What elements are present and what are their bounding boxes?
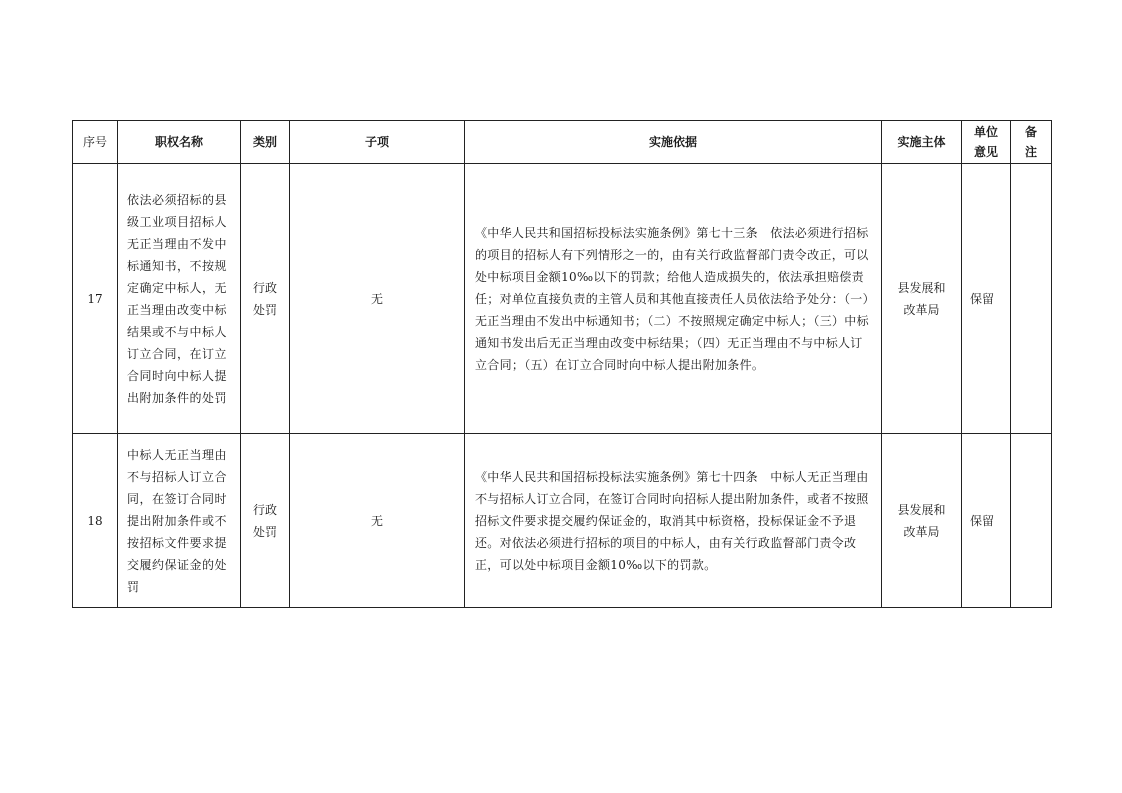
row-subitem: 无 [290,434,465,608]
row-seq: 18 [73,434,118,608]
row-subject: 县发展和改革局 [882,434,962,608]
row-authority-name: 依法必须招标的县级工业项目招标人无正当理由不发中标通知书，不按规定确定中标人，无正当理由改变中标结果或不与中标人订立合同，在订立合同时向中标人提出附加条件的处罚 [118,164,241,434]
authority-table [72,120,1052,608]
row-basis: 《中华人民共和国招标投标法实施条例》第七十三条 依法必须进行招标的项目的招标人有下列情形之一的，由有关行政监督部门责令改正，可以处中标项目金额10‰以下的罚款；给他人造成损失的，依法承担赔偿责任；对单位直接负责的主管人员和其他直接责任人员依法给予处分：（一）无正当理由不发出中标通知书；（二）不按照规定确定中标人；（三）中标通知书发出后无正当理由改变中标结果；（四）无正当理由不与中标人订立合同；（五）在订立合同时向中标人提出附加条件。 [465,164,882,434]
header-remark: 备注 [1011,121,1052,164]
row-remark [1011,164,1052,434]
row-remark [1011,434,1052,608]
header-seq: 序号 [73,121,118,164]
table-row [73,164,1052,434]
header-row [73,121,1052,164]
header-category: 类别 [241,121,290,164]
header-basis: 实施依据 [465,121,882,164]
row-basis: 《中华人民共和国招标投标法实施条例》第七十四条 中标人无正当理由不与招标人订立合同，在签订合同时向招标人提出附加条件，或者不按照招标文件要求提交履约保证金的，取消其中标资格，投标保证金不予退还。对依法必须进行招标的项目的中标人，由有关行政监督部门责令改正，可以处中标项目金额10‰以下的罚款。 [465,434,882,608]
row-seq: 17 [73,164,118,434]
header-opinion: 单位意见 [962,121,1011,164]
table-row [73,434,1052,608]
row-subitem: 无 [290,164,465,434]
row-opinion: 保留 [962,164,1011,434]
row-authority-name: 中标人无正当理由不与招标人订立合同，在签订合同时提出附加条件或不按招标文件要求提交履约保证金的处罚 [118,434,241,608]
row-category: 行政处罚 [241,164,290,434]
row-subject: 县发展和改革局 [882,164,962,434]
header-subject: 实施主体 [882,121,962,164]
row-opinion: 保留 [962,434,1011,608]
header-subitem: 子项 [290,121,465,164]
header-name: 职权名称 [118,121,241,164]
row-category: 行政处罚 [241,434,290,608]
